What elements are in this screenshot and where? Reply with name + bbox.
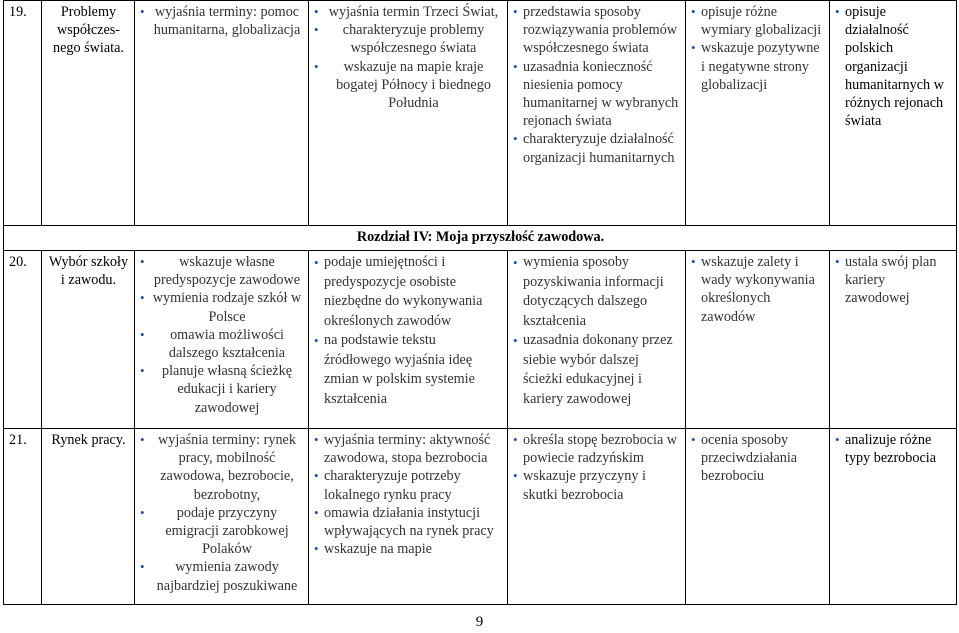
list-item: • uzasadnia dokonany przez siebie wybór dalszej ścieżki edukacyjnej i kariery zawodowej (513, 331, 681, 409)
list-item: • wymienia sposoby pozyskiwania informacji dotyczących dalszego kształcenia (513, 253, 681, 331)
requirement-list (513, 253, 681, 409)
list-item: • przedstawia sposoby rozwiązywania problemów współczesnego świata (513, 3, 681, 58)
level-cell (830, 251, 957, 429)
requirement-list (140, 431, 304, 595)
list-item: • opisuje działalność polskich organizacji humanitarnych w różnych rejonach świata (835, 3, 952, 130)
level-cell (135, 429, 309, 605)
list-item: • charakteryzuje działalność organizacji humanitarnych (513, 130, 681, 166)
list-item: • wskazuje zalety i wady wykonywania określonych zawodów (691, 253, 825, 326)
list-item: • wyjaśnia terminy: rynek pracy, mobilność zawodowa, bezrobocie, bezrobotny, (140, 431, 304, 504)
list-item: • uzasadnia konieczność niesienia pomocy humanitarnej w wybranych rejonach świata (513, 58, 681, 131)
requirement-list (835, 3, 952, 130)
table-row (4, 1, 957, 226)
list-item: • ustala swój plan kariery zawodowej (835, 253, 952, 308)
requirement-list (835, 431, 952, 467)
lesson-topic: Wybór szkoły i zawodu. (42, 251, 135, 429)
list-item: • charakteryzuje potrzeby lokalnego rynku pracy (314, 467, 503, 503)
requirement-list (691, 253, 825, 326)
list-item: • wskazuje przyczyny i skutki bezrobocia (513, 467, 681, 503)
lesson-topic: Problemy współczes-nego świata. (42, 1, 135, 226)
lesson-topic: Rynek pracy. (42, 429, 135, 605)
section-row (4, 226, 957, 251)
level-cell (830, 429, 957, 605)
requirement-list (513, 3, 681, 167)
list-item: • na podstawie tekstu źródłowego wyjaśnia ideę zmian w polskim systemie kształcenia (314, 331, 503, 409)
list-item: • charakteryzuje problemy współczesnego świata (314, 21, 503, 57)
table-row (4, 429, 957, 605)
list-item: • wyjaśnia termin Trzeci Świat, (314, 3, 503, 21)
list-item: • wskazuje na mapie (314, 540, 503, 558)
level-cell (508, 1, 686, 226)
list-item: • wskazuje pozytywne i negatywne strony globalizacji (691, 39, 825, 94)
level-cell (309, 1, 508, 226)
section-heading: Rozdział IV: Moja przyszłość zawodowa. (4, 226, 957, 251)
requirement-list (314, 253, 503, 409)
list-item: • omawia możliwości dalszego kształcenia (140, 326, 304, 362)
list-item: • opisuje różne wymiary globalizacji (691, 3, 825, 39)
table-row (4, 251, 957, 429)
requirement-list (140, 3, 304, 39)
list-item: • omawia działania instytucji wpływających na rynek pracy (314, 504, 503, 540)
list-item: • podaje umiejętności i predyspozycje osobiste niezbędne do wykonywania określonych zawodów (314, 253, 503, 331)
level-cell (686, 251, 830, 429)
list-item: • podaje przyczyny emigracji zarobkowej Polaków (140, 504, 304, 559)
requirement-list (513, 431, 681, 504)
list-item: • analizuje różne typy bezrobocia (835, 431, 952, 467)
level-cell (309, 429, 508, 605)
list-item: • wskazuje na mapie kraje bogatej Północy i biednego Południa (314, 58, 503, 113)
list-item: • planuje własną ścieżkę edukacji i kariery zawodowej (140, 362, 304, 417)
list-item: • wymienia zawody najbardziej poszukiwane (140, 558, 304, 594)
row-number: 20. (4, 251, 42, 429)
requirement-list (140, 253, 304, 417)
list-item: • określa stopę bezrobocia w powiecie radzyńskim (513, 431, 681, 467)
requirement-list (314, 3, 503, 112)
list-item: • ocenia sposoby przeciwdziałania bezrobociu (691, 431, 825, 486)
requirement-list (314, 431, 503, 558)
level-cell (135, 251, 309, 429)
level-cell (508, 251, 686, 429)
requirement-list (691, 3, 825, 94)
row-number: 21. (4, 429, 42, 605)
curriculum-table (3, 0, 957, 605)
requirement-list (691, 431, 825, 486)
list-item: • wyjaśnia terminy: pomoc humanitarna, globalizacja (140, 3, 304, 39)
list-item: • wymienia rodzaje szkół w Polsce (140, 289, 304, 325)
page-number: 9 (475, 614, 484, 630)
list-item: • wskazuje własne predyspozycje zawodowe (140, 253, 304, 289)
requirement-list (835, 253, 952, 308)
list-item: • wyjaśnia terminy: aktywność zawodowa, stopa bezrobocia (314, 431, 503, 467)
level-cell (135, 1, 309, 226)
row-number: 19. (4, 1, 42, 226)
level-cell (309, 251, 508, 429)
level-cell (686, 1, 830, 226)
level-cell (508, 429, 686, 605)
level-cell (686, 429, 830, 605)
level-cell (830, 1, 957, 226)
